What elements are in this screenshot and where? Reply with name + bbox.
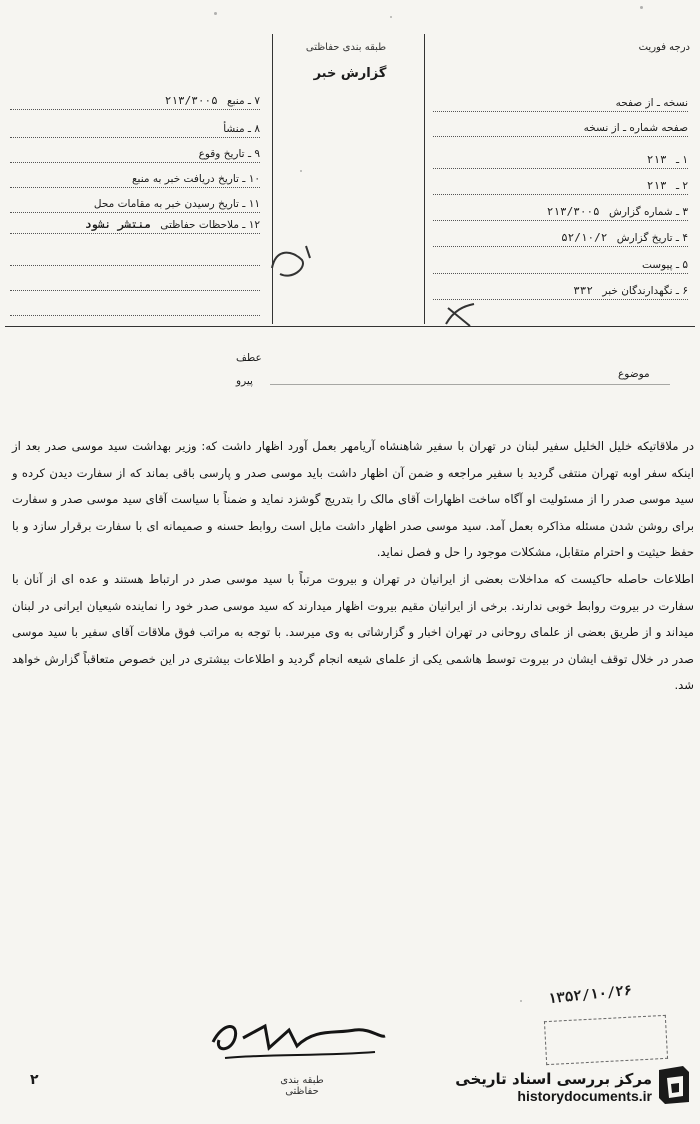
field-2	[433, 178, 688, 195]
field-copy-number	[433, 121, 688, 137]
field-value: ۳۳۲	[573, 284, 594, 297]
signature	[205, 1008, 395, 1068]
handwritten-check	[440, 300, 480, 332]
date-stamp: ۱۳۵۲/۱۰/۲۶	[547, 982, 633, 1008]
file-label: پیرو	[236, 375, 253, 387]
body-paragraph: اطلاعات حاصله حاکیست که مداخلات بعضی از ایرانیان در تهران و بیروت مرتباً با سید موسی صدر در ارتباط هستند و عده ای از آنان با سفارت در بیروت روابط خوبی ندارند. برخی از ایرانیان مقیم بیروت اظهار میدارند که سید موسی صدر خود را نماینده شیعیان ایرانی در لبنان میداند و از طریق بعضی از علمای روحانی در تهران اخبار و گزارشاتی به وی میرسد. با توجه به مراتب فوق ملاقات آقای سفیر با سید موسی صدر در خلال توقف ایشان در بیروت توسط هاشمی یکی از علمای شیعه انجام گردید و اطلاعات بیشتری در این خصوص متعاقباً گزارش خواهد شد.	[12, 571, 694, 693]
field-value: ۲۱۳	[646, 153, 667, 166]
field-value: ۵۲/۱۰/۲	[561, 231, 608, 244]
field-label: ۶ ـ نگهدارندگان خبر	[602, 285, 688, 297]
field-security-notes	[10, 217, 260, 234]
field-label: ۱۰ ـ تاریخ دریافت خبر به منبع	[131, 173, 260, 185]
field-receipt-date	[10, 172, 260, 188]
archive-stamp	[544, 1015, 668, 1065]
scan-speck	[640, 6, 643, 9]
field-label: صفحه شماره ـ از نسخه	[583, 122, 688, 134]
scan-speck	[300, 170, 302, 172]
watermark	[412, 1070, 652, 1104]
field-source	[10, 93, 260, 110]
classification-bottom: طبقه بندی حفاظتی	[280, 1075, 324, 1097]
field-label: نسخه ـ از صفحه	[615, 97, 688, 109]
field-copy-page	[433, 96, 688, 112]
field-label: ۱۱ ـ تاریخ رسیدن خبر به مقامات محل	[93, 198, 260, 210]
field-value: ۲۱۳	[646, 179, 667, 192]
field-value: منتشر نشود	[84, 218, 151, 231]
field-label: ۷ ـ منبع	[227, 95, 260, 107]
blank-line	[10, 275, 260, 291]
blank-line	[10, 300, 260, 316]
field-label: ۹ ـ تاریخ وقوع	[198, 148, 260, 160]
watermark-url: historydocuments.ir	[517, 1088, 652, 1104]
archive-logo-icon	[655, 1062, 693, 1106]
report-title: گزارش خبر	[313, 66, 387, 81]
field-value: ۲۱۳/۳۰۰۵	[546, 205, 600, 218]
field-label: ۸ ـ منشأ	[223, 123, 260, 135]
field-event-date	[10, 147, 260, 163]
scan-speck	[214, 12, 217, 15]
subject-label: موضوع	[618, 368, 650, 380]
body-paragraph: در ملاقاتیکه خلیل الخلیل سفیر لبنان در تهران با سفیر شاهنشاه آریامهر بعمل آورد اظهار داشت که: وزیر بهداشت سید موسی صدر بعد از اینکه سفر اوبه تهران منتفی گردید با سفیر مراجعه و ضمن آن اظهار داشت باید موسی صدر و پارسی باقی بماند که از سفارت دیدن کرده و سید موسی صدر را از مسئولیت او آگاه ساخت اظهارات آقای مالک را بتدریج گوشزد نماید و ضمناً با سیاست آقای سید موسی صدر و سفارت برای روشن شدن مسئله مذاکره بعمل آمد. سید موسی صدر اظهار داشت مایل است روابط حسنه و صمیمانه ای با سفارت برقرار سازد و با حفظ حیثیت و احترام متقابل، مشکلات موجود را حل و فصل نماید.	[12, 439, 694, 560]
field-label: ۴ ـ تاریخ گزارش	[616, 232, 688, 244]
field-value: ۲۱۳/۳۰۰۵	[164, 94, 218, 107]
about-label: عطف	[236, 352, 262, 364]
field-label: ۳ ـ شماره گزارش	[609, 206, 688, 218]
field-receipt-date-units	[10, 197, 260, 213]
subject-line	[270, 384, 670, 385]
right-column-divider	[424, 34, 425, 324]
urgency-label: درجه فوریت	[638, 42, 690, 53]
field-label: ۱۲ ـ ملاحظات حفاظتی	[160, 219, 260, 231]
field-report-date	[433, 230, 688, 247]
field-origin	[10, 122, 260, 138]
scan-speck	[390, 16, 392, 18]
scan-speck	[520, 1000, 522, 1002]
field-attachment	[433, 258, 688, 274]
classification-top: طبقه بندی حفاظتی	[305, 42, 387, 53]
header-bottom-rule	[5, 326, 695, 327]
blank-line	[10, 250, 260, 266]
field-label: ۵ ـ پیوست	[641, 259, 688, 271]
field-label: ۲ ـ	[675, 180, 688, 192]
report-body	[12, 433, 694, 699]
field-1	[433, 152, 688, 169]
watermark-title: مرکز بررسی اسناد تاریخی	[455, 1070, 652, 1088]
field-label: ۱ ـ	[675, 154, 688, 166]
handwritten-mark	[262, 228, 322, 288]
field-keepers	[433, 283, 688, 300]
page-number: ۲	[30, 1072, 39, 1088]
field-report-number	[433, 204, 688, 221]
